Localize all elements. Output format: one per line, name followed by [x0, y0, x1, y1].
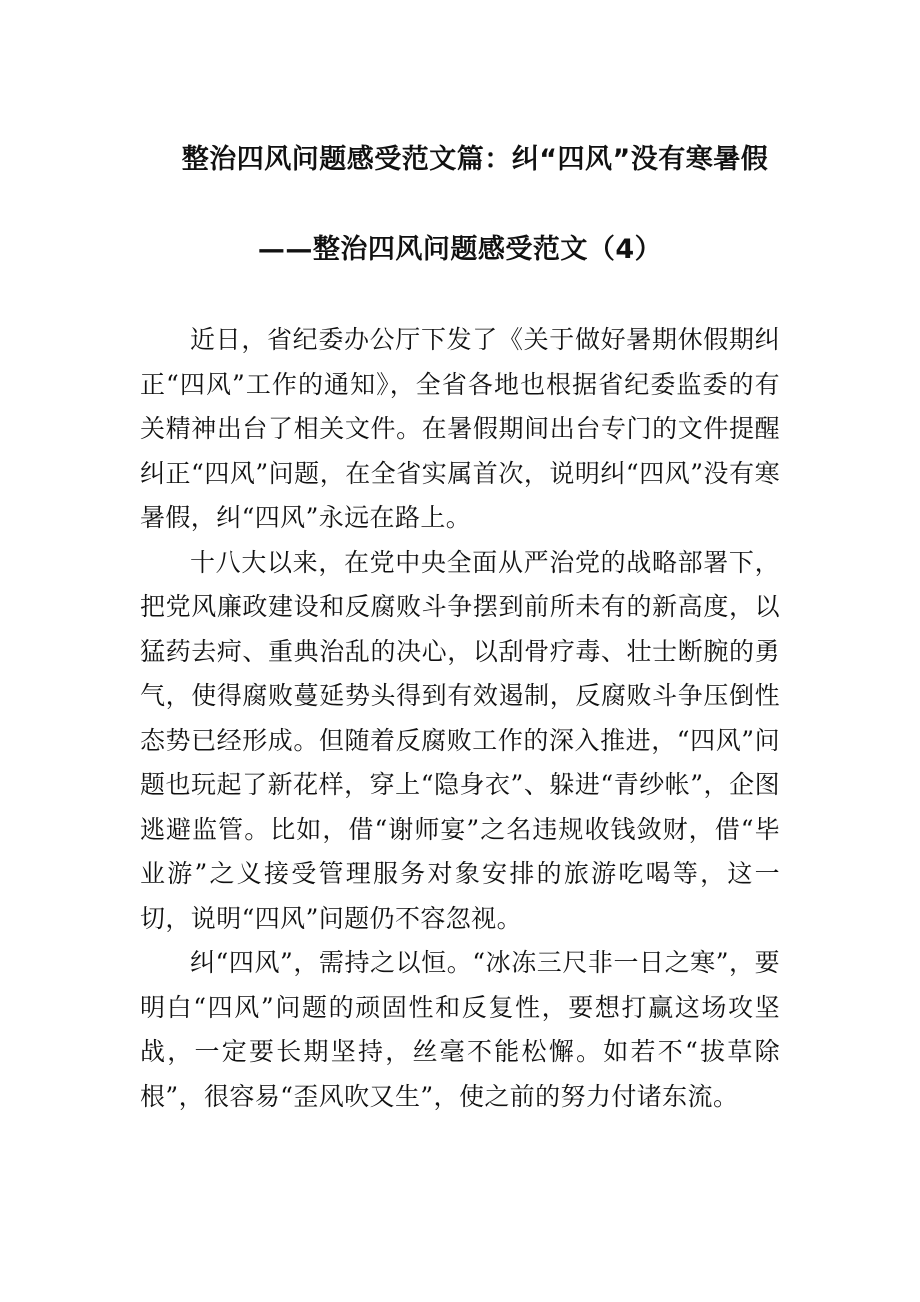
paragraph: 纠“四风”，需持之以恒。“冰冻三尺非一日之寒”，要明白“四风”问题的顽固性和反复性，要想打赢这场攻坚战，一定要长期坚持，丝毫不能松懈。如若不“拔草除根”，很容易“歪风吹又生”，使之前的努力付诸东流。	[140, 948, 780, 1111]
document-title: 整治四风问题感受范文篇：纠“四风”没有寒暑假	[181, 144, 769, 175]
document-body	[140, 318, 780, 1119]
paragraph: 十八大以来，在党中央全面从严治党的战略部署下，把党风廉政建设和反腐败斗争摆到前所未有的新高度，以猛药去疴、重典治乱的决心，以刮骨疗毒、壮士断腕的勇气，使得腐败蔓延势头得到有效遏制，反腐败斗争压倒性态势已经形成。但随着反腐败工作的深入推进，“四风”问题也玩起了新花样，穿上“隐身衣”、躲进“青纱帐”，企图逃避监管。比如，借“谢师宴”之名违规收钱敛财，借“毕业游”之义接受管理服务对象安排的旅游吃喝等，这一切，说明“四风”问题仍不容忽视。	[140, 547, 780, 933]
document-subtitle: ——整治四风问题感受范文（4）	[257, 234, 663, 265]
paragraph: 近日，省纪委办公厅下发了《关于做好暑期休假期纠正“四风”工作的通知》，全省各地也根据省纪委监委的有关精神出台了相关文件。在暑假期间出台专门的文件提醒纠正“四风”问题，在全省实属首次，说明纠“四风”没有寒暑假，纠“四风”永远在路上。	[140, 325, 780, 532]
